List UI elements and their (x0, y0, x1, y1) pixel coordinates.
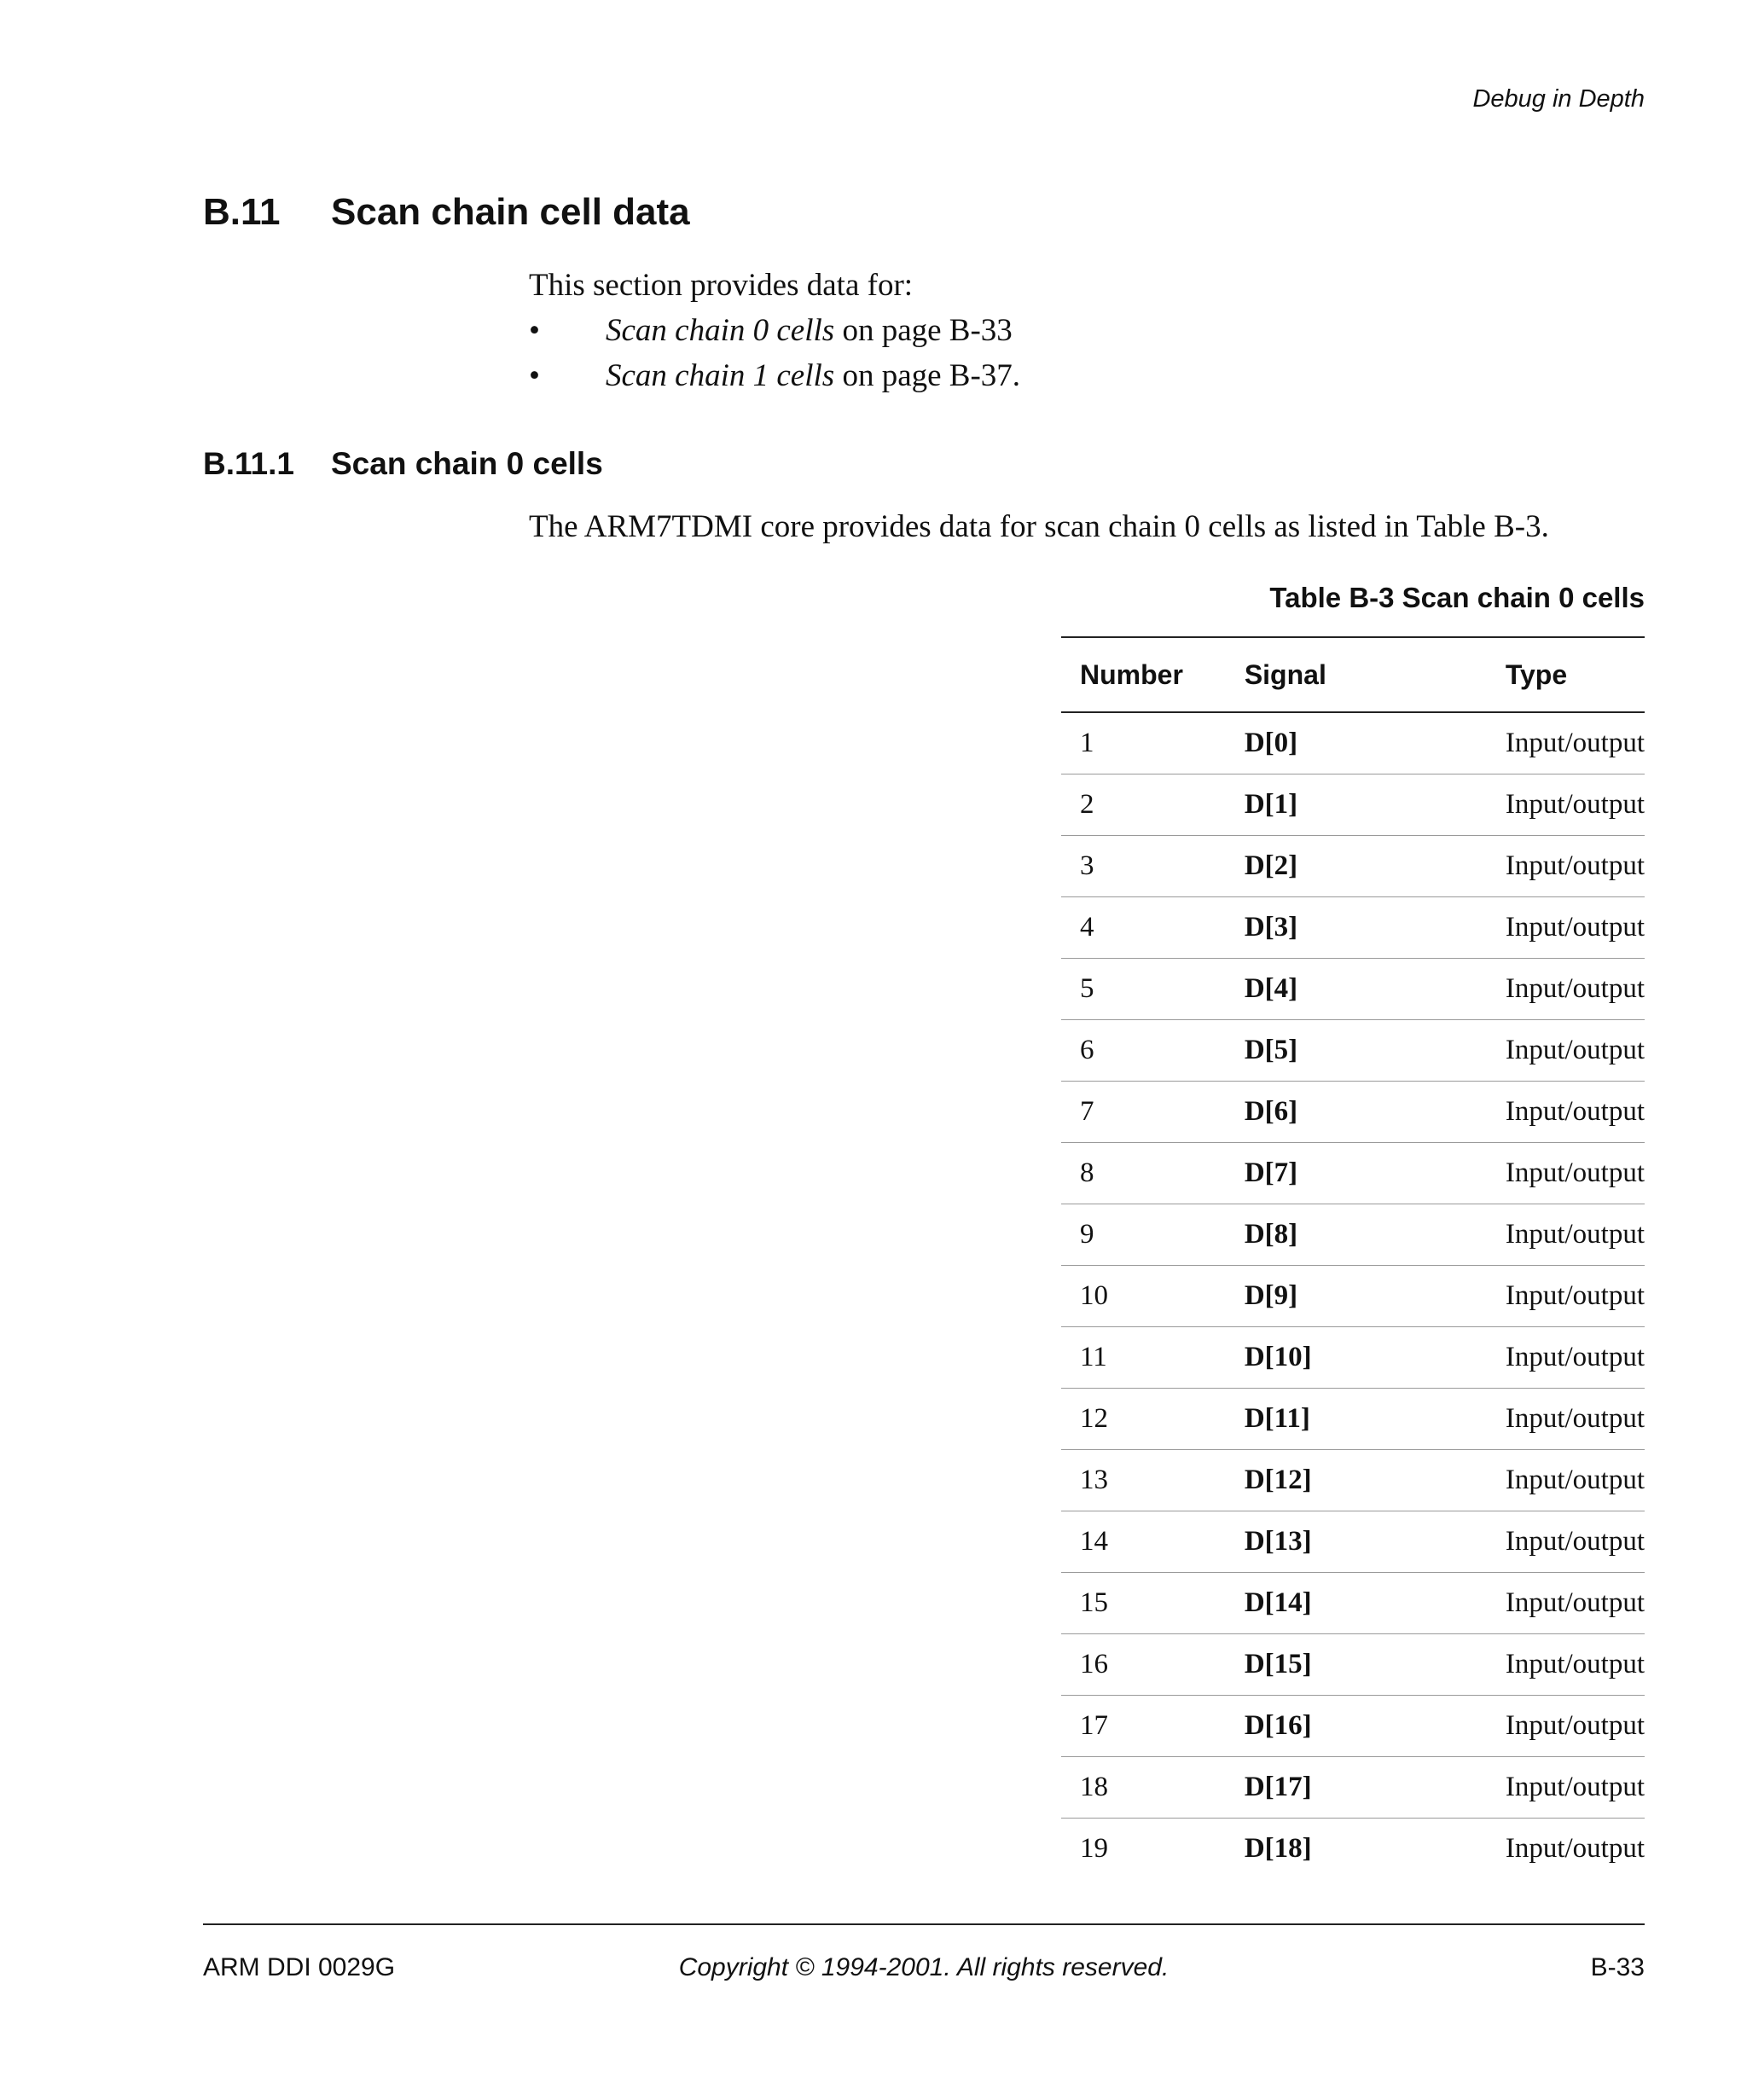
cell-signal: D[16] (1244, 1709, 1312, 1741)
cell-signal: D[4] (1244, 972, 1298, 1004)
bullet-glyph: • (529, 358, 540, 393)
cross-reference-link[interactable]: Scan chain 0 cells (606, 313, 835, 348)
cell-signal: D[0] (1244, 727, 1298, 758)
intro-block (529, 263, 1020, 398)
cell-signal: D[17] (1244, 1771, 1312, 1802)
cell-signal: D[1] (1244, 788, 1298, 820)
table-row (1061, 1388, 1645, 1449)
bullet-glyph: • (529, 313, 540, 348)
bullet-page-ref: on page B-33 (834, 313, 1013, 348)
cell-number: 4 (1080, 911, 1094, 943)
cell-signal: D[10] (1244, 1341, 1312, 1372)
cell-signal: D[18] (1244, 1832, 1312, 1864)
cell-signal: D[9] (1244, 1279, 1298, 1311)
column-header-number: Number (1080, 658, 1183, 690)
table-row (1061, 896, 1645, 958)
cell-type: Input/output (1505, 911, 1645, 943)
cell-type: Input/output (1505, 1157, 1645, 1188)
subsection-heading (203, 446, 603, 482)
intro-bullet-list (529, 308, 1020, 398)
cell-signal: D[12] (1244, 1464, 1312, 1495)
cell-number: 1 (1080, 727, 1094, 758)
table-row (1061, 1449, 1645, 1511)
document-id: ARM DDI 0029G (203, 1953, 396, 1981)
cell-type: Input/output (1505, 1648, 1645, 1679)
column-header-signal: Signal (1244, 658, 1326, 690)
cell-signal: D[14] (1244, 1587, 1312, 1618)
cell-number: 12 (1080, 1402, 1108, 1434)
cell-signal: D[8] (1244, 1218, 1298, 1250)
cell-number: 3 (1080, 850, 1094, 881)
cell-type: Input/output (1505, 1279, 1645, 1311)
bullet-page-ref: on page B-37. (834, 358, 1021, 393)
section-heading (203, 191, 690, 234)
section-number: B.11 (203, 191, 281, 233)
cell-number: 19 (1080, 1832, 1108, 1864)
subsection-number: B.11.1 (203, 446, 294, 481)
intro-lead: This section provides data for: (529, 268, 914, 303)
cell-signal: D[3] (1244, 911, 1298, 943)
cell-type: Input/output (1505, 1832, 1645, 1864)
cell-type: Input/output (1505, 1402, 1645, 1434)
cell-type: Input/output (1505, 972, 1645, 1004)
cell-type: Input/output (1505, 1095, 1645, 1127)
running-header: Debug in Depth (1472, 85, 1645, 113)
cell-number: 8 (1080, 1157, 1094, 1188)
cell-signal: D[13] (1244, 1525, 1312, 1557)
cell-signal: D[15] (1244, 1648, 1312, 1679)
cell-type: Input/output (1505, 1341, 1645, 1372)
cell-signal: D[2] (1244, 850, 1298, 881)
table-row (1061, 1818, 1645, 1879)
table-row (1061, 774, 1645, 835)
table-row (1061, 712, 1645, 774)
cell-number: 6 (1080, 1034, 1094, 1065)
cell-signal: D[7] (1244, 1157, 1298, 1188)
section-title: Scan chain cell data (331, 191, 690, 233)
footer-divider (203, 1923, 1645, 1925)
table-row (1061, 1633, 1645, 1695)
cell-type: Input/output (1505, 727, 1645, 758)
scan-chain-table (1061, 636, 1645, 1879)
cell-number: 11 (1080, 1341, 1107, 1372)
cell-number: 5 (1080, 972, 1094, 1004)
cell-number: 13 (1080, 1464, 1108, 1495)
table-row (1061, 1511, 1645, 1572)
table-header-row (1061, 637, 1645, 712)
cell-number: 15 (1080, 1587, 1108, 1618)
cell-number: 7 (1080, 1095, 1094, 1127)
body-paragraph: The ARM7TDMI core provides data for scan chain 0 cells as listed in Table B-3. (529, 509, 1549, 544)
table-caption: Table B-3 Scan chain 0 cells (1269, 582, 1645, 613)
intro-bullet-item (529, 353, 1020, 398)
cell-number: 9 (1080, 1218, 1094, 1250)
table-row (1061, 1326, 1645, 1388)
table-row (1061, 1204, 1645, 1265)
table-body (1061, 712, 1645, 1879)
cell-signal: D[5] (1244, 1034, 1298, 1065)
cell-type: Input/output (1505, 1218, 1645, 1250)
cell-type: Input/output (1505, 1709, 1645, 1741)
cell-number: 17 (1080, 1709, 1108, 1741)
cell-number: 18 (1080, 1771, 1108, 1802)
table-row (1061, 1265, 1645, 1326)
intro-bullet-item (529, 308, 1020, 353)
table-row (1061, 1019, 1645, 1081)
cell-type: Input/output (1505, 1587, 1645, 1618)
cross-reference-link[interactable]: Scan chain 1 cells (606, 358, 835, 393)
cell-type: Input/output (1505, 1525, 1645, 1557)
cell-type: Input/output (1505, 1771, 1645, 1802)
page-number: B-33 (1590, 1953, 1645, 1981)
cell-type: Input/output (1505, 850, 1645, 881)
subsection-title: Scan chain 0 cells (331, 446, 603, 481)
table-row (1061, 1572, 1645, 1633)
cell-type: Input/output (1505, 1464, 1645, 1495)
cell-signal: D[11] (1244, 1402, 1310, 1434)
table-row (1061, 1142, 1645, 1204)
table-row (1061, 1695, 1645, 1756)
cell-number: 14 (1080, 1525, 1108, 1557)
cell-type: Input/output (1505, 788, 1645, 820)
table-row (1061, 1756, 1645, 1818)
table-row (1061, 958, 1645, 1019)
cell-type: Input/output (1505, 1034, 1645, 1065)
cell-number: 16 (1080, 1648, 1108, 1679)
cell-signal: D[6] (1244, 1095, 1298, 1127)
table-row (1061, 1081, 1645, 1142)
copyright-notice: Copyright © 1994-2001. All rights reserved. (678, 1953, 1170, 1981)
column-header-type: Type (1505, 658, 1568, 690)
cell-number: 2 (1080, 788, 1094, 820)
cell-number: 10 (1080, 1279, 1108, 1311)
table-row (1061, 835, 1645, 896)
